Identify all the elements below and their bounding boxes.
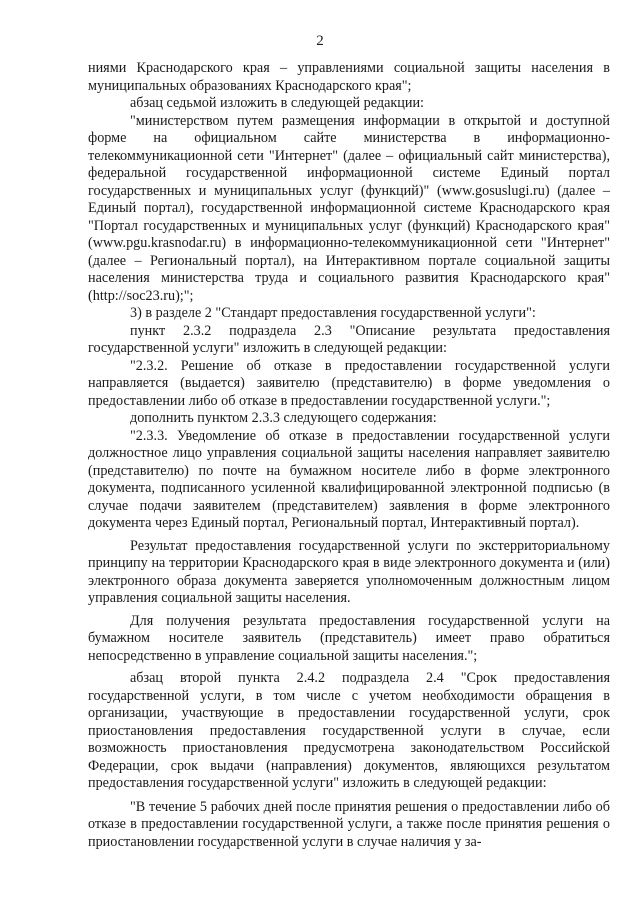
paragraph: "министерством путем размещения информации в открытой и доступной форме на официальном сайте министерства в информационно-телекоммуникационной сети "Интернет" (далее – официальный сайт министерства), федеральной государственной информационной системе Единый портал государственных и муниципальных услуг (функций)" (www.gosuslugi.ru) (далее – Единый портал), государственной информационной системе Краснодарского края "Портал государственных и муниципальных услуг (функций) Краснодарского края" (www.pgu.krasnodar.ru) в информационно-телекоммуникационной сети "Интернет" (далее – Региональный портал), на Интерактивном портале социальной защиты населения министерства труда и социального развития Краснодарского края" (http://soc23.ru);"; [88, 112, 610, 304]
paragraph: Результат предоставления государственной услуги по экстерриториальному принципу на территории Краснодарского края в виде электронного документа и (или) электронного образа документа заверяется уполномоченным должностным лицом управления социальной защиты населения. [88, 537, 610, 606]
paragraph: абзац седьмой изложить в следующей редакции: [130, 95, 425, 111]
document-body [88, 60, 610, 851]
paragraph: "В течение 5 рабочих дней после принятия решения о предоставлении либо об отказе в предоставлении государственной услуги, а также после принятия решения о приостановлении государственной услуги в случае наличия у за- [88, 798, 610, 850]
paragraph: пункт 2.3.2 подраздела 2.3 "Описание результата предоставления государственной услуги" изложить в следующей редакции: [88, 322, 610, 356]
paragraph: дополнить пунктом 2.3.3 следующего содержания: [130, 410, 437, 426]
paragraph: "2.3.2. Решение об отказе в предоставлении государственной услуги направляется (выдается) заявителю (представителю) в форме уведомления о предоставлении либо об отказе в предоставлении государственной услуги."; [88, 357, 610, 409]
paragraph: 3) в разделе 2 "Стандарт предоставления государственной услуги": [130, 305, 536, 321]
paragraph: Для получения результата предоставления государственной услуги на бумажном носителе заявитель (представитель) имеет право обратиться непосредственно в управление социальной защиты населения."; [88, 612, 610, 664]
paragraph-continuation: ниями Краснодарского края – управлениями социальной защиты населения в муниципальных образованиях Краснодарского края"; [88, 60, 610, 94]
page-number: 2 [316, 33, 324, 49]
paragraph: "2.3.3. Уведомление об отказе в предоставлении государственной услуги должностное лицо управления социальной защиты населения направляет заявителю (представителю) по почте на бумажном носителе либо в форме электронного документа, подписанного усиленной квалифицированной электронной подписью (в случае подачи заявителем (представителем) заявления в форме электронного документа через Единый портал, Региональный портал, Интерактивный портал). [88, 427, 610, 531]
paragraph: абзац второй пункта 2.4.2 подраздела 2.4 "Срок предоставления государственной услуги, в том числе с учетом необходимости обращения в организации, участвующие в предоставлении государственной услуги, срок приостановления предоставления государственной услуги в случае, если возможность приостановления предусмотрена законодательством Российской Федерации, срок выдачи (направления) документов, являющихся результатом предоставления государственной услуги" изложить в следующей редакции: [88, 670, 610, 791]
